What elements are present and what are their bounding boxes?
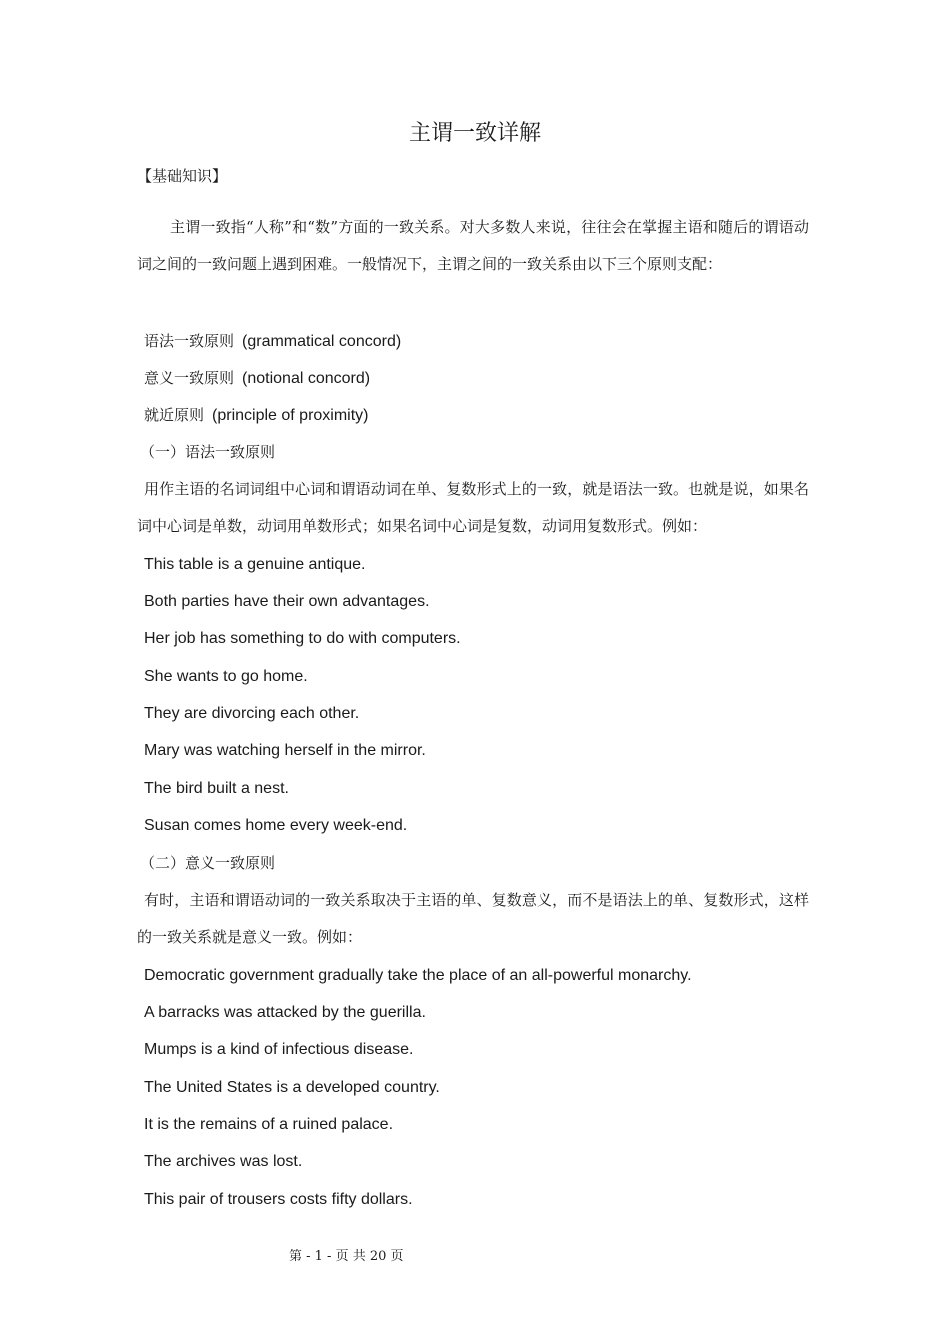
principle-notional (144, 366, 370, 391)
example-sentence: Mary was watching herself in the mirror. (144, 742, 426, 759)
example-sentence: A barracks was attacked by the guerilla. (144, 1004, 426, 1021)
example-sentence: Her job has something to do with computers. (144, 630, 461, 647)
part2-heading: （二）意义一致原则 (140, 854, 276, 872)
principle-name: 就近原则 (144, 406, 205, 424)
example-sentence: Susan comes home every week-end. (144, 817, 408, 834)
part1-heading: （一）语法一致原则 (140, 443, 276, 461)
page-number-footer: 第 - 1 - 页 共 20 页 (289, 1249, 404, 1264)
part1-description: 用作主语的名词词组中心词和谓语动词在单、复数形式上的一致，就是语法一致。也就是说，如果名词中心词是单数，动词用单数形式；如果名词中心词是复数，动词用复数形式。例如： (137, 480, 809, 535)
example-sentence: This pair of trousers costs fifty dollars. (144, 1191, 413, 1208)
example-sentence: The archives was lost. (144, 1153, 303, 1170)
section-heading: 【基础知识】 (137, 167, 228, 185)
principle-english: (principle of proximity) (212, 407, 369, 424)
example-sentence: The bird built a nest. (144, 780, 289, 797)
example-sentence: Both parties have their own advantages. (144, 593, 430, 610)
example-sentence: They are divorcing each other. (144, 705, 360, 722)
principle-english: (grammatical concord) (242, 333, 402, 350)
principle-proximity (144, 403, 369, 428)
example-sentence: Democratic government gradually take the place of an all-powerful monarchy. (144, 967, 692, 984)
example-sentence: This table is a genuine antique. (144, 556, 366, 573)
example-sentence: It is the remains of a ruined palace. (144, 1116, 394, 1133)
principle-english: (notional concord) (242, 370, 371, 387)
principle-name: 语法一致原则 (144, 332, 235, 350)
example-sentence: The United States is a developed country. (144, 1079, 440, 1096)
principle-name: 意义一致原则 (144, 369, 235, 387)
example-sentence: Mumps is a kind of infectious disease. (144, 1041, 414, 1058)
example-sentence: She wants to go home. (144, 668, 308, 685)
page-title: 主谓一致详解 (408, 121, 541, 146)
part2-description: 有时，主语和谓语动词的一致关系取决于主语的单、复数意义，而不是语法上的单、复数形式，这样的一致关系就是意义一致。例如： (137, 891, 809, 946)
intro-paragraph: 主谓一致指“人称”和“数”方面的一致关系。对大多数人来说，往往会在掌握主语和随后的谓语动词之间的一致问题上遇到困难。一般情况下，主谓之间的一致关系由以下三个原则支配： (137, 218, 809, 273)
principle-grammatical (144, 329, 401, 354)
